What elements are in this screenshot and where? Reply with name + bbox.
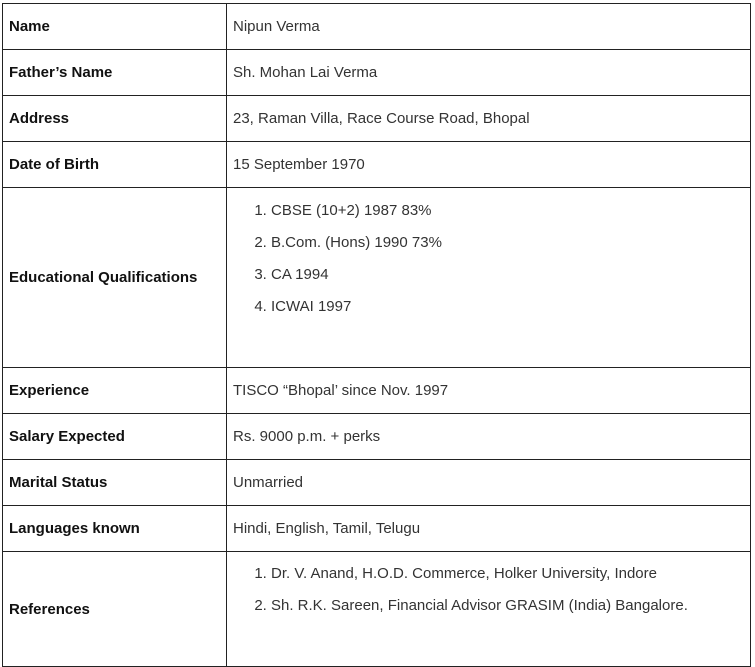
name-value: Nipun Verma (227, 4, 751, 50)
experience-label: Experience (3, 368, 227, 414)
row-languages-known (3, 506, 751, 552)
row-marital-status (3, 460, 751, 506)
qualification-item: 1. CBSE (10+2) 1987 83% (271, 201, 750, 221)
row-fathers-name (3, 50, 751, 96)
date-of-birth-label: Date of Birth (3, 142, 227, 188)
educational-qualifications-value (227, 188, 751, 368)
name-label: Name (3, 4, 227, 50)
languages-known-value: Hindi, English, Tamil, Telugu (227, 506, 751, 552)
references-value (227, 552, 751, 667)
marital-status-label: Marital Status (3, 460, 227, 506)
row-experience (3, 368, 751, 414)
fathers-name-value: Sh. Mohan Lai Verma (227, 50, 751, 96)
qualifications-list (233, 201, 750, 317)
salary-expected-label: Salary Expected (3, 414, 227, 460)
references-label: References (3, 552, 227, 667)
educational-qualifications-label: Educational Qualifications (3, 188, 227, 368)
row-references (3, 552, 751, 667)
row-educational-qualifications (3, 188, 751, 368)
qualification-item: 4. ICWAI 1997 (271, 297, 750, 317)
fathers-name-label: Father’s Name (3, 50, 227, 96)
address-label: Address (3, 96, 227, 142)
qualification-item: 3. CA 1994 (271, 265, 750, 285)
address-value: 23, Raman Villa, Race Course Road, Bhopal (227, 96, 751, 142)
references-list (233, 564, 750, 616)
date-of-birth-value: 15 September 1970 (227, 142, 751, 188)
row-name (3, 4, 751, 50)
reference-item: 2. Sh. R.K. Sareen, Financial Advisor GRASIM (India) Bangalore. (271, 596, 750, 616)
row-salary-expected (3, 414, 751, 460)
marital-status-value: Unmarried (227, 460, 751, 506)
row-address (3, 96, 751, 142)
biodata-table (2, 3, 751, 667)
salary-expected-value: Rs. 9000 p.m. + perks (227, 414, 751, 460)
qualification-item: 2. B.Com. (Hons) 1990 73% (271, 233, 750, 253)
row-date-of-birth (3, 142, 751, 188)
reference-item: 1. Dr. V. Anand, H.O.D. Commerce, Holker University, Indore (271, 564, 750, 584)
experience-value: TISCO “Bhopal’ since Nov. 1997 (227, 368, 751, 414)
languages-known-label: Languages known (3, 506, 227, 552)
